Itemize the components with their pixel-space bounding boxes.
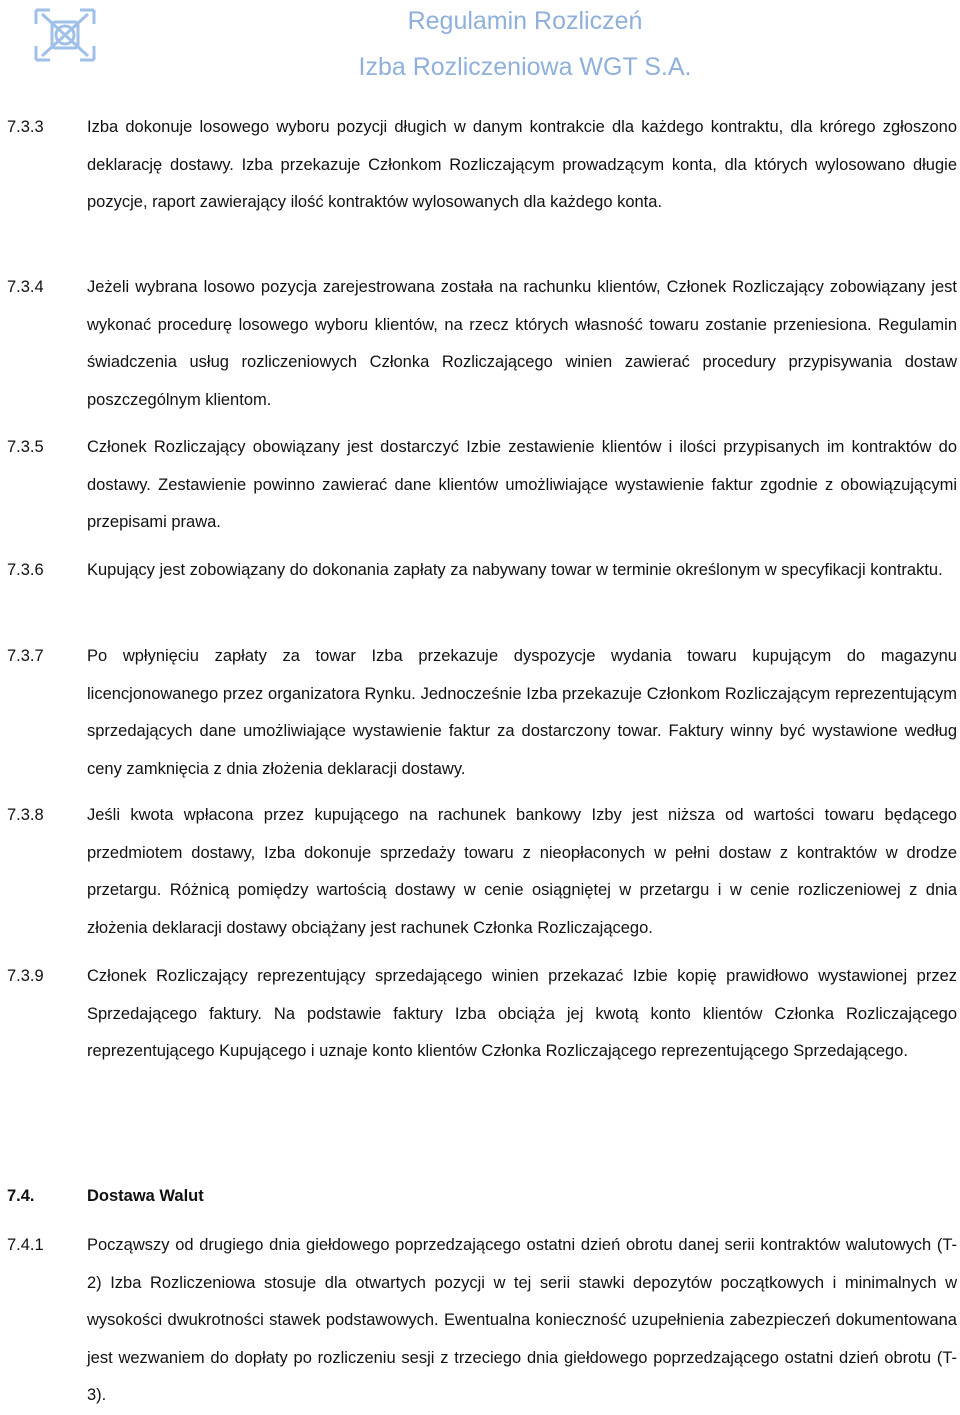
clause-text: Kupujący jest zobowiązany do dokonania zapłaty za nabywany towar w terminie określonym w specyfikacji kontraktu. xyxy=(87,561,943,579)
clause-number: 7.3.6 xyxy=(7,561,44,579)
clause-number: 7.3.5 xyxy=(7,438,44,456)
header-subtitle: Izba Rozliczeniowa WGT S.A. xyxy=(358,53,692,81)
clause-text: Członek Rozliczający reprezentujący sprzedającego winien przekazać Izbie kopię prawidłowo wystawionej przez Sprzedającego faktury. Na podstawie faktury Izba obciąża jej kwotą konto klientów Członka Rozliczającego reprezentującego Kupującego i uznaje konto klientów Członka Rozliczającego reprezentującego Sprzedającego. xyxy=(87,967,957,1060)
header-title: Regulamin Rozliczeń xyxy=(407,7,643,35)
clause-text: Jeżeli wybrana losowo pozycja zarejestrowana została na rachunku klientów, Członek Rozliczający zobowiązany jest wykonać procedurę losowego wyboru klientów, na rzecz których własność towaru zostanie przeniesiona. Regulamin świadczenia usług rozliczeniowych Członka Rozliczającego winien zawierać procedury przypisywania dostaw poszczególnym klientom. xyxy=(87,278,957,409)
clause-text: Izba dokonuje losowego wyboru pozycji długich w danym kontrakcie dla każdego kontraktu, dla krórego zgłoszono deklarację dostawy. Izba przekazuje Członkom Rozliczającym prowadzącym konta, dla których wylosowano długie pozycje, raport zawierający ilość kontraktów wylosowanych dla każdego konta. xyxy=(87,118,957,211)
clause-text: Począwszy od drugiego dnia giełdowego poprzedzającego ostatni dzień obrotu danej serii kontraktów walutowych (T-2) Izba Rozliczeniowa stosuje dla otwartych pozycji w tej serii stawki depozytów początkowych i minimalnych w wysokości dwukrotności stawek podstawowych. Ewentualna konieczność uzupełnienia zabezpieczeń dokumentowana jest wezwaniem do dopłaty po rozliczeniu sesji z trzeciego dnia giełdowego poprzedzającego ostatni dzień obrotu (T-3). xyxy=(87,1236,957,1404)
clause-number: 7.3.9 xyxy=(7,967,44,985)
clause-number: 7.3.3 xyxy=(7,118,44,136)
section-number: 7.4. xyxy=(7,1187,35,1205)
company-logo-icon xyxy=(30,4,100,66)
clause-text: Po wpłynięciu zapłaty za towar Izba przekazuje dyspozycje wydania towaru kupującym do magazynu licencjonowanego przez organizatora Rynku. Jednocześnie Izba przekazuje Członkom Rozliczającym reprezentującym sprzedających dane umożliwiające wystawienie faktur za dostarczony towar. Faktury winny być wystawione według ceny zamknięcia z dnia złożenia deklaracji dostawy. xyxy=(87,647,957,778)
clause-number: 7.3.8 xyxy=(7,806,44,824)
clause-text: Członek Rozliczający obowiązany jest dostarczyć Izbie zestawienie klientów i ilości przypisanych im kontraktów do dostawy. Zestawienie powinno zawierać dane klientów umożliwiające wystawienie faktur zgodnie z obowiązującymi przepisami prawa. xyxy=(87,438,957,531)
clause-number: 7.3.7 xyxy=(7,647,44,665)
clause-number: 7.4.1 xyxy=(7,1236,44,1254)
section-title: Dostawa Walut xyxy=(87,1187,204,1205)
clause-number: 7.3.4 xyxy=(7,278,44,296)
clause-text: Jeśli kwota wpłacona przez kupującego na rachunek bankowy Izby jest niższa od wartości towaru będącego przedmiotem dostawy, Izba dokonuje sprzedaży towaru z nieopłaconych w pełni dostaw z kontraktów w drodze przetargu. Różnicą pomiędzy wartością dostawy w cenie osiągniętej w przetargu i w cenie rozliczeniowej z dnia złożenia deklaracji dostawy obciążany jest rachunek Członka Rozliczającego. xyxy=(87,806,957,937)
